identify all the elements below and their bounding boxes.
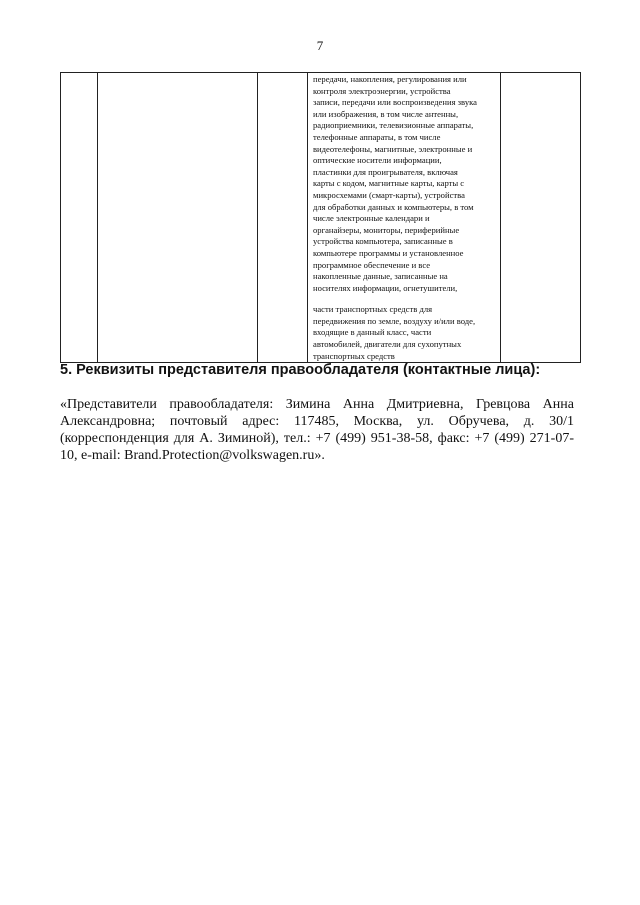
goods-line: числе электронные календари и bbox=[313, 213, 430, 224]
page-number: 7 bbox=[316, 38, 324, 53]
goods-line: оптические носители информации, bbox=[313, 155, 442, 166]
table-cell-number bbox=[61, 73, 98, 363]
goods-line: пластинки для проигрывателя, включая bbox=[313, 166, 458, 177]
table-cell-mark bbox=[98, 73, 258, 363]
goods-line: для обработки данных и компьютеры, в том bbox=[313, 201, 474, 212]
vehicle-parts-line: входящие в данный класс, части bbox=[313, 327, 432, 338]
goods-line: записи, передачи или воспроизведения звука bbox=[313, 97, 477, 108]
section-heading: 5. Реквизиты представителя правообладателя (контактные лица): bbox=[60, 362, 541, 378]
goods-line: накопленные данные, записанные на bbox=[313, 271, 448, 282]
goods-line: или изображения, в том числе антенны, bbox=[313, 108, 459, 119]
goods-line: устройства компьютера, записанные в bbox=[313, 236, 453, 247]
goods-table bbox=[60, 72, 581, 363]
goods-line: программное обеспечение и все bbox=[313, 259, 431, 270]
goods-line: микросхемами (смарт-карты), устройства bbox=[313, 189, 465, 200]
goods-line: органайзеры, мониторы, периферийные bbox=[313, 224, 460, 235]
vehicle-parts-line: транспортных средств bbox=[313, 350, 395, 361]
vehicle-parts-line: автомобилей, двигатели для сухопутных bbox=[313, 339, 462, 350]
contact-details: «Представители правообладателя: Зимина Анна Дмитриевна, Гревцова Анна Александровна; почтовый адрес: 117485, Москва, ул. Обручева, д. 30/1 (корреспонденция для А. Зиминой), тел.: +7 (499) 951-38-58, факс: +7 (499) 271-07-10, e-mail: Brand.Protection@volkswagen.ru». bbox=[60, 397, 574, 463]
goods-list bbox=[308, 73, 500, 362]
goods-line: контроля электроэнергии, устройства bbox=[313, 85, 451, 96]
goods-line: компьютере программы и установленное bbox=[313, 247, 464, 258]
table-cell-class bbox=[258, 73, 308, 363]
vehicle-parts-line: части транспортных средств для bbox=[313, 304, 433, 315]
table-cell-notes bbox=[501, 73, 581, 363]
vehicle-parts-line: передвижения по земле, воздуху и/или воде, bbox=[313, 315, 476, 326]
table-cell-goods bbox=[308, 73, 501, 363]
goods-line: передачи, накопления, регулирования или bbox=[313, 74, 467, 84]
goods-line: носителях информации, огнетушители, bbox=[313, 282, 458, 293]
table-row bbox=[61, 73, 581, 363]
goods-line: карты с кодом, магнитные карты, карты с bbox=[313, 178, 465, 189]
goods-line: телефонные аппараты, в том числе bbox=[313, 131, 441, 142]
goods-line: радиоприемники, телевизионные аппараты, bbox=[313, 120, 474, 131]
goods-line: видеотелефоны, магнитные, электронные и bbox=[313, 143, 473, 154]
